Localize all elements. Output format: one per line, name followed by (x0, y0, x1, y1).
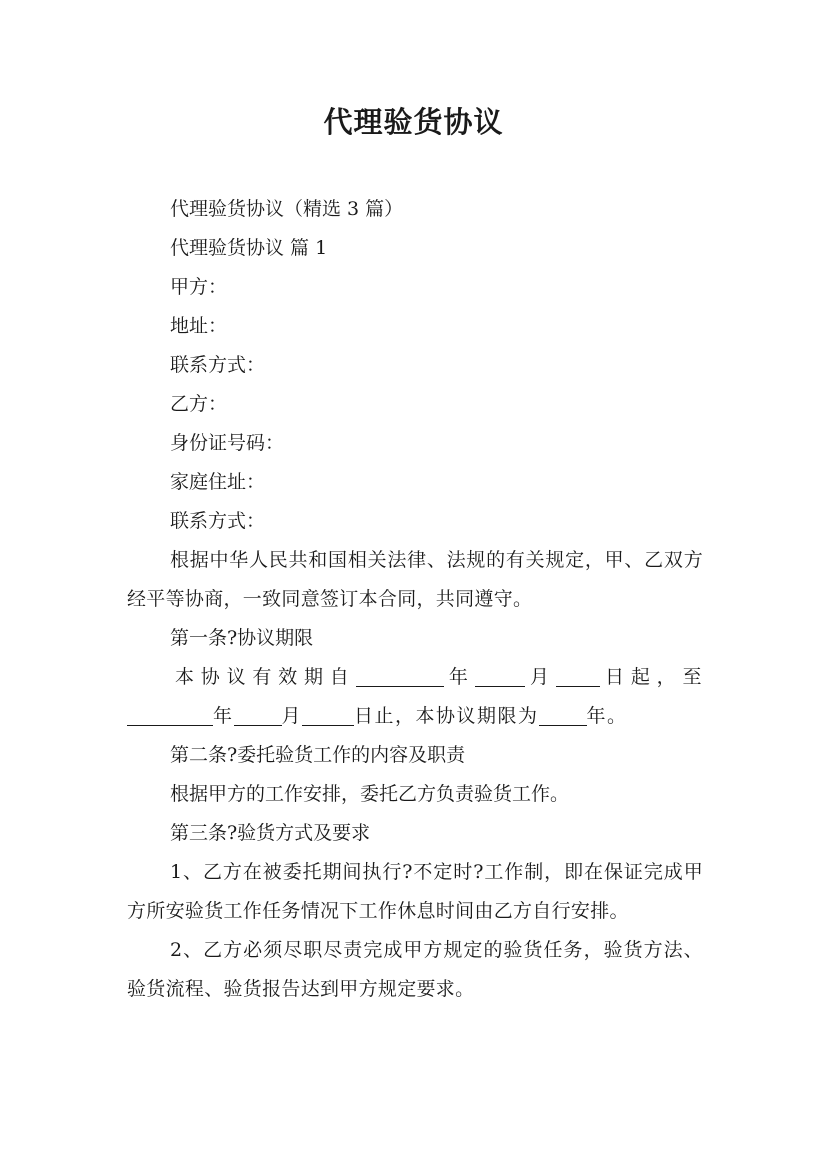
document-body (127, 190, 703, 1009)
contact-b-field: 联系方式： (170, 510, 266, 532)
party-b-field: 乙方： (170, 393, 228, 415)
term-length-blank (539, 703, 587, 726)
term-end: 日止，本协议期限为 (354, 705, 539, 727)
term-year-1: 年 (443, 666, 475, 688)
article-3-title: 第三条?验货方式及要求 (170, 822, 371, 844)
term-month-2: 月 (281, 705, 303, 727)
term-clause-prefix: 本协议有效期自 (175, 666, 356, 688)
preamble-paragraph: 根据中华人民共和国相关法律、法规的有关规定，甲、乙双方经平等协商，一致同意签订本合同，共同遵守。 (127, 549, 703, 610)
start-month-blank (475, 664, 525, 687)
term-year-2: 年 (213, 705, 234, 727)
term-day-1: 日起，至 (599, 666, 703, 688)
end-year-blank (127, 703, 213, 726)
end-month-blank (234, 703, 282, 726)
home-address-field: 家庭住址： (170, 471, 266, 493)
contact-a-field: 联系方式： (170, 354, 266, 376)
subtitle-line: 代理验货协议（精选 3 篇） (170, 198, 404, 220)
article-3-item-2: 2、乙方必须尽职尽责完成甲方规定的验货任务，验货方法、验货流程、验货报告达到甲方规定要求。 (127, 939, 703, 1000)
start-year-blank (356, 664, 444, 687)
article-2-title: 第二条?委托验货工作的内容及职责 (170, 744, 466, 766)
start-day-blank (556, 664, 600, 687)
term-month-1: 月 (524, 666, 556, 688)
article-3-item-1: 1、乙方在被委托期间执行?不定时?工作制，即在保证完成甲方所安验货工作任务情况下工作休息时间由乙方自行安排。 (127, 861, 703, 922)
end-day-blank (302, 703, 354, 726)
article-1-title: 第一条?协议期限 (170, 627, 314, 649)
party-a-field: 甲方： (170, 276, 228, 298)
term-clause-paragraph (127, 658, 703, 736)
id-number-field: 身份证号码： (170, 432, 285, 454)
chapter-heading: 代理验货协议 篇 1 (170, 237, 328, 259)
document-title: 代理验货协议 (323, 105, 504, 139)
term-suffix: 年。 (586, 705, 628, 727)
article-2-body: 根据甲方的工作安排，委托乙方负责验货工作。 (170, 783, 570, 805)
address-field: 地址： (170, 315, 228, 337)
